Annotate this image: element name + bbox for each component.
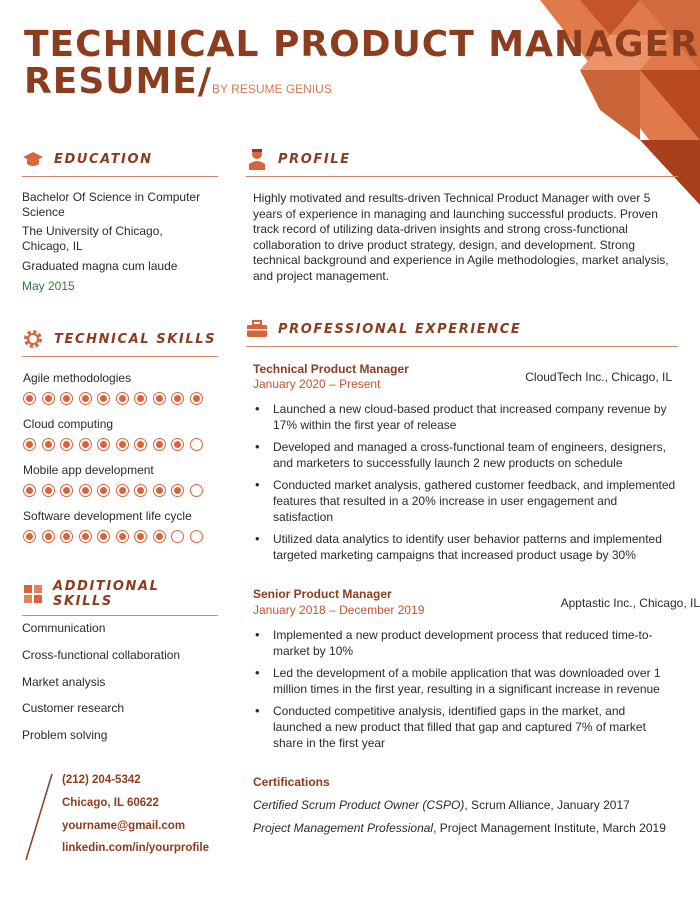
- contact-location: Chicago, IL 60622: [62, 797, 159, 809]
- contact-email-link[interactable]: yourname@gmail.com: [62, 820, 186, 832]
- additional-skill-item: Problem solving: [22, 728, 108, 742]
- job-bullet: • Led the development of a mobile application that was downloaded over 1 million times in the first year, resulting in a significant increase in revenue: [253, 665, 677, 697]
- rating-dot-filled: [79, 392, 92, 405]
- rating-dot-filled: [134, 530, 147, 543]
- additional-skills-heading: ADDITIONAL SKILLS: [22, 579, 218, 616]
- rating-dot-filled: [153, 392, 166, 405]
- rating-dot-filled: [97, 530, 110, 543]
- job-dates: January 2020 – Present: [253, 377, 381, 391]
- rating-dot-filled: [23, 392, 36, 405]
- job-bullet: • Developed and managed a cross-functional team of engineers, designers, and marketers to successfully launch 2 new products on schedule: [253, 439, 677, 471]
- rating-dot-filled: [153, 530, 166, 543]
- skill-name: Cloud computing: [23, 417, 114, 431]
- certification-item: Project Management Professional, Project Management Institute, March 2019: [253, 821, 666, 835]
- rating-dot-filled: [97, 392, 110, 405]
- additional-skill-item: Cross-functional collaboration: [22, 648, 181, 662]
- job-bullet: • Launched a new cloud-based product that increased company revenue by 17% within the first year of release: [253, 401, 677, 433]
- profile-summary: Highly motivated and results-driven Technical Product Manager with over 5 years of experience in managing and launching successful products. Proven track record of utilizing data-driven insights and strong cross-functional collaboration to drive product strategy, design, and development. Strong technical background and experience in Agile methodologies, market analysis, and project management.: [253, 191, 669, 283]
- technical-skills-heading: TECHNICAL SKILLS: [22, 328, 218, 357]
- rating-dot-filled: [79, 484, 92, 497]
- rating-dot-filled: [60, 530, 73, 543]
- resume-title: [24, 26, 699, 108]
- certification-item: Certified Scrum Product Owner (CSPO), Scrum Alliance, January 2017: [253, 798, 630, 812]
- rating-dot-filled: [116, 530, 129, 543]
- contact-divider-slash: [22, 772, 62, 862]
- rating-dot-empty: [190, 484, 203, 497]
- education-degree: Bachelor Of Science in Computer Science: [22, 190, 201, 219]
- skill-row: [23, 463, 203, 497]
- rating-dot-filled: [153, 484, 166, 497]
- rating-dot-filled: [190, 392, 203, 405]
- rating-dot-filled: [116, 438, 129, 451]
- job-bullets: [253, 401, 677, 569]
- rating-dot-filled: [97, 438, 110, 451]
- rating-dot-filled: [23, 530, 36, 543]
- rating-dot-empty: [190, 438, 203, 451]
- education-heading: EDUCATION: [22, 148, 218, 177]
- job-company: CloudTech Inc., Chicago, IL: [525, 370, 672, 384]
- title-line-2: RESUME/BY RESUME GENIUS: [24, 61, 332, 102]
- rating-dot-filled: [171, 392, 184, 405]
- job-bullet: • Conducted market analysis, gathered customer feedback, and implemented features that resulted in a 20% increase in user engagement and satisfaction: [253, 477, 677, 525]
- rating-dot-filled: [134, 392, 147, 405]
- skill-row: [23, 371, 203, 405]
- rating-dot-filled: [153, 438, 166, 451]
- person-icon: [246, 148, 268, 170]
- job-company: Apptastic Inc., Chicago, IL: [560, 596, 700, 610]
- job-title: Technical Product Manager: [253, 362, 409, 376]
- skill-name: Agile methodologies: [23, 371, 132, 385]
- skill-rating: [23, 484, 203, 497]
- job-dates: January 2018 – December 2019: [253, 603, 425, 617]
- rating-dot-filled: [171, 438, 184, 451]
- profile-heading: PROFILE: [246, 148, 678, 177]
- experience-heading: PROFESSIONAL EXPERIENCE: [246, 318, 678, 347]
- skill-rating: [23, 438, 203, 451]
- skill-rating: [23, 530, 203, 543]
- rating-dot-empty: [171, 530, 184, 543]
- rating-dot-filled: [97, 484, 110, 497]
- skill-row: [23, 417, 203, 451]
- skill-rating: [23, 392, 203, 405]
- puzzle-icon: [22, 583, 43, 605]
- certifications-heading: Certifications: [253, 775, 330, 789]
- skill-name: Software development life cycle: [23, 509, 192, 523]
- gear-icon: [22, 328, 44, 350]
- education-school: The University of Chicago, Chicago, IL: [22, 224, 163, 253]
- additional-skill-item: Customer research: [22, 701, 125, 715]
- rating-dot-filled: [171, 484, 184, 497]
- additional-skill-item: Market analysis: [22, 675, 106, 689]
- job-bullet: • Conducted competitive analysis, identified gaps in the market, and launched a new product that filled that gap and captured 7% of market share in the first year: [253, 703, 677, 751]
- rating-dot-filled: [23, 484, 36, 497]
- rating-dot-filled: [134, 484, 147, 497]
- briefcase-icon: [246, 318, 268, 340]
- rating-dot-filled: [60, 484, 73, 497]
- rating-dot-filled: [23, 438, 36, 451]
- contact-linkedin-link[interactable]: linkedin.com/in/yourprofile: [62, 842, 209, 854]
- rating-dot-filled: [79, 438, 92, 451]
- skill-row: [23, 509, 203, 543]
- rating-dot-filled: [116, 392, 129, 405]
- education-date: May 2015: [22, 279, 75, 293]
- job-bullet: • Utilized data analytics to identify user behavior patterns and implemented targeted marketing campaigns that increased product usage by 30%: [253, 531, 677, 563]
- job-bullets: [253, 627, 677, 757]
- job-bullet: • Implemented a new product development process that reduced time-to-market by 10%: [253, 627, 677, 659]
- rating-dot-filled: [42, 530, 55, 543]
- additional-skill-item: Communication: [22, 621, 106, 635]
- contact-phone[interactable]: (212) 204-5342: [62, 774, 141, 786]
- rating-dot-filled: [60, 392, 73, 405]
- job-title: Senior Product Manager: [253, 587, 392, 601]
- subtitle-by-resume-genius: BY RESUME GENIUS: [212, 82, 332, 96]
- skill-name: Mobile app development: [23, 463, 154, 477]
- rating-dot-filled: [116, 484, 129, 497]
- rating-dot-filled: [134, 438, 147, 451]
- title-line-1: TECHNICAL PRODUCT MANAGER: [24, 24, 699, 65]
- rating-dot-filled: [42, 392, 55, 405]
- rating-dot-filled: [42, 438, 55, 451]
- graduation-cap-icon: [22, 148, 44, 170]
- rating-dot-filled: [42, 484, 55, 497]
- rating-dot-filled: [79, 530, 92, 543]
- rating-dot-filled: [60, 438, 73, 451]
- education-honors: Graduated magna cum laude: [22, 259, 178, 273]
- rating-dot-empty: [190, 530, 203, 543]
